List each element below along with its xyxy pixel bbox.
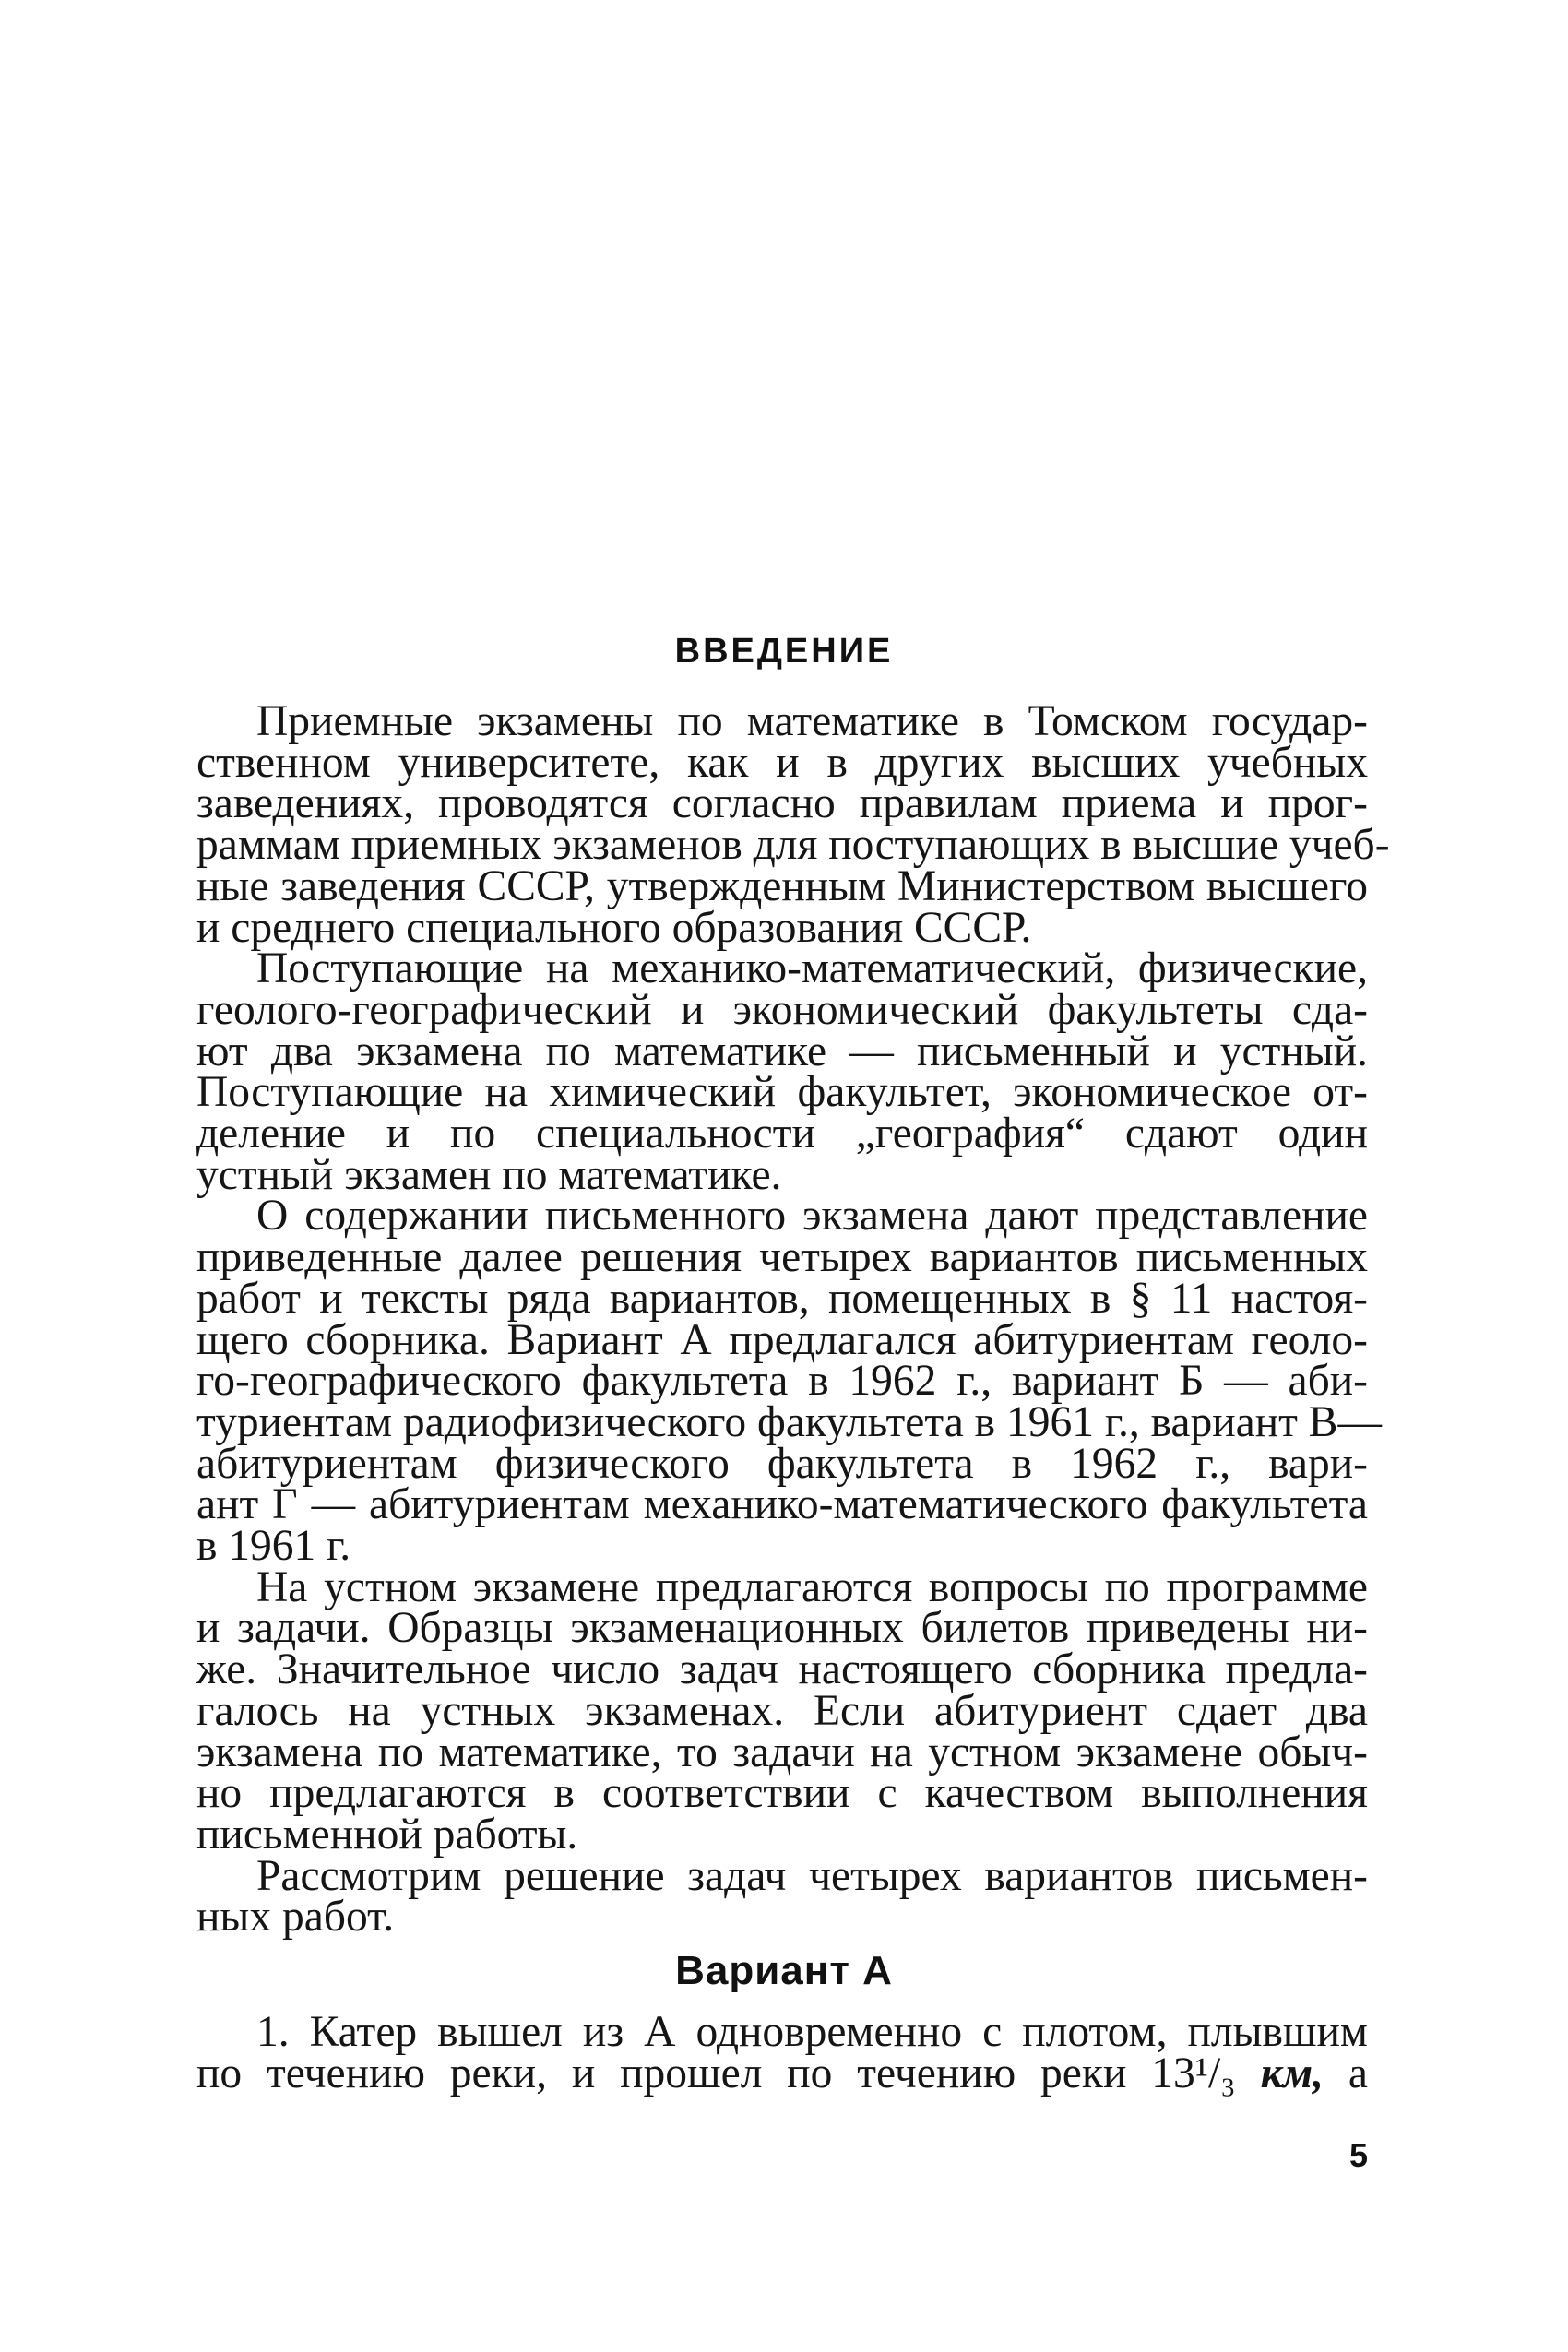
text-line: геолого-географический и экономический факультеты сда- — [196, 985, 1368, 1034]
text-line: в 1961 г. — [196, 1522, 351, 1571]
text-line — [196, 2049, 1368, 2097]
text-line: ные заведения СССР, утвержденным Министерством высшего — [196, 861, 1368, 910]
text-line: ственном университете, как и в других высших учебных — [196, 738, 1368, 787]
text-line: го-географического факультета в 1962 г., вариант Б — аби- — [196, 1357, 1368, 1406]
text-line: ант Г — абитуриентам механико-математического факультета — [196, 1480, 1368, 1529]
paragraph-consider-solutions — [196, 1851, 1368, 1942]
text-line: Поступающие на механико-математический, физические, — [256, 944, 1368, 993]
text-line: экзамена по математике, то задачи на устном экзамене обыч- — [196, 1728, 1368, 1776]
text-line: деление и по специальности „география“ сдают один — [196, 1110, 1368, 1158]
problem-text-end: а — [1348, 2049, 1368, 2097]
text-line: галось на устных экзаменах. Если абитуриент сдает два — [196, 1686, 1368, 1735]
text-line: устный экзамен по математике. — [196, 1150, 782, 1199]
paragraph-faculties — [196, 944, 1368, 1199]
unit-km: км, — [1260, 2049, 1324, 2097]
text-line: абитуриентам физического факультета в 1962 г., вари- — [196, 1439, 1368, 1488]
paragraph-admission-rules — [196, 697, 1390, 952]
text-line: и среднего специального образования СССР. — [196, 903, 1032, 952]
paragraph-oral-exam — [196, 1562, 1368, 1859]
text-line: щего сборника. Вариант А предлагался абитуриентам геоло- — [196, 1315, 1368, 1364]
text-line: Поступающие на химический факультет, экономическое от- — [196, 1068, 1368, 1117]
text-line: туриентам радиофизического факультета в 1961 г., вариант В— — [196, 1397, 1382, 1446]
text-line: ют два экзамена по математике — письменный и устный. — [196, 1027, 1368, 1075]
text-line: приведенные далее решения четырех вариантов письменных — [196, 1233, 1368, 1282]
text-line: письменной работы. — [196, 1810, 578, 1859]
text-line: но предлагаются в соответствии с качеством выполнения — [196, 1769, 1368, 1818]
text-line: раммам приемных экзаменов для поступающих в высшие учеб- — [196, 821, 1390, 870]
problem-text: по течению реки, и прошел по течению реки 13¹/₃ — [196, 2049, 1236, 2097]
problem-1 — [196, 2008, 1368, 2097]
text-line: работ и тексты ряда вариантов, помещенных в § 11 настоя- — [196, 1274, 1368, 1323]
variant-a-heading: Вариант А — [675, 1948, 893, 1993]
text-line: О содержании письменного экзамена дают представление — [256, 1192, 1368, 1241]
page-number: 5 — [1348, 2136, 1368, 2174]
text-line: Рассмотрим решение задач четырех вариантов письмен- — [256, 1851, 1368, 1900]
introduction-body — [196, 697, 1390, 1942]
text-line: ных работ. — [196, 1893, 395, 1942]
text-line: 1. Катер вышел из А одновременно с плотом, плывшим — [256, 2008, 1368, 2056]
text-line: заведениях, проводятся согласно правилам приема и прог- — [196, 779, 1368, 828]
text-line: и задачи. Образцы экзаменационных билетов приведены ни- — [196, 1604, 1368, 1653]
text-line: Приемные экзамены по математике в Томском государ- — [256, 697, 1368, 745]
introduction-heading: ВВЕДЕНИЕ — [674, 632, 894, 671]
text-line: же. Значительное число задач настоящего сборника предла- — [196, 1645, 1368, 1694]
text-line: На устном экзамене предлагаются вопросы по программе — [256, 1562, 1368, 1611]
paragraph-written-exam — [196, 1192, 1382, 1571]
